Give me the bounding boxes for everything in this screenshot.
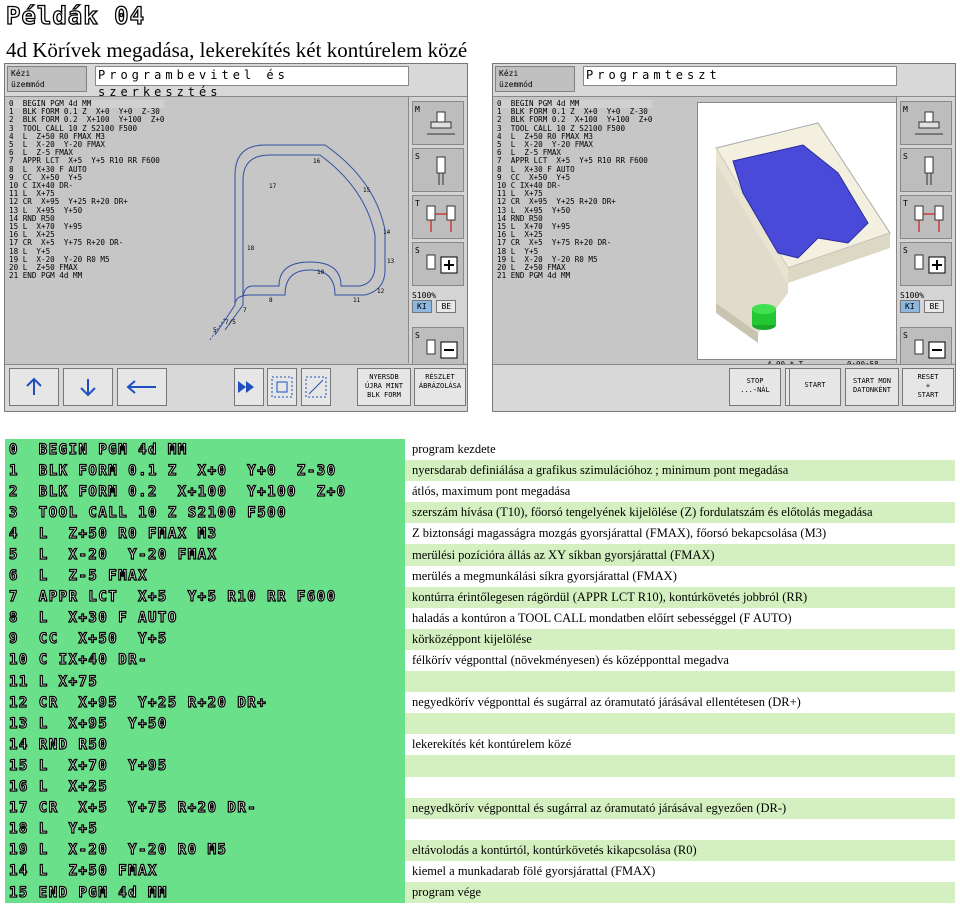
nc-code: 9 CC X+50 Y+5 xyxy=(5,629,405,650)
table-row xyxy=(5,777,955,798)
softkey-line: ÚJRA MINT xyxy=(365,382,403,390)
t-function-key[interactable] xyxy=(412,195,464,239)
softkey-line: START xyxy=(804,381,826,389)
program-line[interactable]: 20 L Z+50 FMAX xyxy=(9,263,78,273)
program-line[interactable]: 17 CR X+5 Y+75 R+20 DR- xyxy=(9,238,124,248)
program-line[interactable]: 17 CR X+5 Y+75 R+20 DR- xyxy=(497,238,612,248)
arrow-left-icon xyxy=(124,377,160,397)
key-label: T xyxy=(415,199,420,208)
be-button[interactable]: BE xyxy=(924,300,944,313)
code-description: szerszám hívása (T10), főorsó tengelyének kijelölése (Z) fordulatszám és előtolás megadása xyxy=(405,502,955,523)
program-line[interactable]: 15 L X+70 Y+95 xyxy=(497,222,571,232)
softkey-line: RÉSZLET xyxy=(425,373,455,381)
contour-label: 7/5 xyxy=(225,319,236,326)
nc-code: 14 RND R50 xyxy=(5,734,405,755)
nc-code: 16 L X+25 xyxy=(5,777,405,798)
contour-label: 15 xyxy=(363,187,371,194)
window-icon xyxy=(304,375,328,399)
table-row xyxy=(5,566,955,587)
softkey-nyersdb[interactable] xyxy=(357,368,411,406)
nc-code: 11 L X+75 xyxy=(5,671,405,692)
softkey-arrow-down[interactable] xyxy=(63,368,113,406)
key-label: S xyxy=(903,152,908,161)
softkey-line: STOP xyxy=(746,377,764,385)
softkey-line: DATONKÉNT xyxy=(853,386,891,394)
program-line[interactable]: 8 L X+30 F AUTO xyxy=(497,164,575,174)
page-title: Példák 04 xyxy=(6,2,146,30)
program-line[interactable]: 10 C IX+40 DR- xyxy=(497,181,562,191)
code-description xyxy=(405,713,955,734)
table-row xyxy=(5,713,955,734)
program-line[interactable]: 18 L Y+5 xyxy=(9,246,51,256)
program-line[interactable]: 2 BLK FORM 0.2 X+100 Y+100 Z+0 xyxy=(497,115,653,125)
softkey-start-single[interactable] xyxy=(845,368,899,406)
program-line[interactable]: 10 C IX+40 DR- xyxy=(9,181,74,191)
table-row xyxy=(5,861,955,882)
ki-button[interactable]: KI xyxy=(900,300,920,313)
program-line[interactable]: 9 CC X+50 Y+5 xyxy=(497,172,571,182)
program-line[interactable]: 5 L X-20 Y-20 FMAX xyxy=(497,140,594,150)
table-row xyxy=(5,692,955,713)
spindle-icon xyxy=(911,108,947,142)
code-description: félkörív végponttal (növekményesen) és középponttal megadva xyxy=(405,650,955,671)
softkey-line: START xyxy=(917,391,939,399)
program-line[interactable]: 0 BEGIN PGM 4d MM xyxy=(497,100,652,108)
softkey-line: BLK FORM xyxy=(367,391,401,399)
tool-change-icon xyxy=(911,202,947,236)
table-row xyxy=(5,755,955,776)
program-line[interactable]: 6 L Z-5 FMAX xyxy=(497,148,562,158)
table-row xyxy=(5,629,955,650)
minus-icon xyxy=(423,334,459,368)
fast-forward-icon xyxy=(236,377,262,397)
code-description xyxy=(405,819,955,840)
code-description xyxy=(405,671,955,692)
table-row xyxy=(5,819,955,840)
program-line[interactable]: 19 L X-20 Y-20 R0 M5 xyxy=(497,254,598,264)
contour-label: 8 xyxy=(269,297,273,304)
table-row xyxy=(5,650,955,671)
program-line[interactable]: 4 L Z+50 R0 FMAX M3 xyxy=(9,131,106,141)
contour-drawing xyxy=(195,100,407,365)
be-button[interactable]: BE xyxy=(436,300,456,313)
key-label: M xyxy=(903,105,908,114)
softkey-arrow-up[interactable] xyxy=(9,368,59,406)
program-line[interactable]: 4 L Z+50 R0 FMAX M3 xyxy=(497,131,594,141)
nc-code: 5 L X-20 Y-20 FMAX xyxy=(5,544,405,565)
spindle-override xyxy=(412,291,464,321)
s-function-key[interactable] xyxy=(412,148,464,192)
code-description: haladás a kontúron a TOOL CALL mondatben előírt sebességgel (F AUTO) xyxy=(405,608,955,629)
table-row xyxy=(5,671,955,692)
program-line[interactable]: 13 L X+95 Y+50 xyxy=(9,205,83,215)
s-function-key[interactable] xyxy=(900,148,952,192)
spindle-override xyxy=(900,291,952,321)
key-label: T xyxy=(903,199,908,208)
program-line[interactable]: 21 END PGM 4d MM xyxy=(497,271,571,281)
nc-code: 8 L X+30 F AUTO xyxy=(5,608,405,629)
right-vertical-menu xyxy=(896,97,955,363)
contour-label: 16 xyxy=(313,158,321,165)
spindle-override-label: S100% xyxy=(412,291,437,300)
ki-button[interactable]: KI xyxy=(412,300,432,313)
contour-label: 13 xyxy=(387,258,395,265)
contour-graphic xyxy=(195,100,407,365)
softkey-line: + xyxy=(925,382,931,390)
program-line[interactable]: 18 L Y+5 xyxy=(497,246,539,256)
mode-label-line2: üzemmód xyxy=(499,80,533,89)
program-line[interactable]: 6 L Z-5 FMAX xyxy=(9,148,74,158)
mode-label xyxy=(495,66,575,92)
program-line[interactable]: 12 CR X+95 Y+25 R+20 DR+ xyxy=(497,197,616,207)
program-line[interactable]: 20 L Z+50 FMAX xyxy=(497,263,566,273)
program-line[interactable]: 14 RND R50 xyxy=(497,213,543,223)
nc-code: 15 L X+70 Y+95 xyxy=(5,755,405,776)
code-description: átlós, maximum pont megadása xyxy=(405,481,955,502)
table-row xyxy=(5,840,955,861)
softkey-line: NYERSDB xyxy=(369,373,399,381)
code-description: lekerekítés két kontúrelem közé xyxy=(405,734,955,755)
program-line[interactable]: 2 BLK FORM 0.2 X+100 Y+100 Z+0 xyxy=(9,115,165,125)
s-plus-key[interactable] xyxy=(412,242,464,286)
nc-code: 17 CR X+5 Y+75 R+20 DR- xyxy=(5,798,405,819)
key-label: S xyxy=(903,246,908,255)
mode-label-line2: üzemmód xyxy=(11,80,45,89)
code-description: negyedkörív végponttal és sugárral az óramutató járásával egyezően (DR-) xyxy=(405,798,955,819)
table-row xyxy=(5,502,955,523)
program-line[interactable]: 12 CR X+95 Y+25 R+20 DR+ xyxy=(9,197,128,207)
table-row xyxy=(5,481,955,502)
program-line[interactable]: 21 END PGM 4d MM xyxy=(9,271,83,281)
softkey-zoom[interactable] xyxy=(267,368,297,406)
code-description xyxy=(405,755,955,776)
screen-title: Programbevitel és szerkesztés xyxy=(95,66,409,86)
nc-code: 19 L X-20 Y-20 R0 M5 xyxy=(5,840,405,861)
tool-icon xyxy=(911,155,947,189)
program-line[interactable]: 3 TOOL CALL 10 Z S2100 F500 xyxy=(497,123,626,133)
code-description: program kezdete xyxy=(405,439,955,460)
softkey-line: ...-NÁL xyxy=(740,386,770,394)
program-line[interactable]: 1 BLK FORM 0.1 Z X+0 Y+0 Z-30 xyxy=(9,107,160,117)
key-label: M xyxy=(415,105,420,114)
table-row xyxy=(5,523,955,544)
nc-code: 7 APPR LCT X+5 Y+5 R10 RR F600 xyxy=(5,587,405,608)
nc-code: 2 BLK FORM 0.2 X+100 Y+100 Z+0 xyxy=(5,481,405,502)
contour-label: 14 xyxy=(383,229,391,236)
nc-code: 18 L Y+5 xyxy=(5,819,405,840)
table-row xyxy=(5,460,955,481)
spindle-override-label: S100% xyxy=(900,291,925,300)
softkey-window[interactable] xyxy=(301,368,331,406)
code-description: eltávolodás a kontúrtól, kontúrkövetés kikapcsolása (R0) xyxy=(405,840,955,861)
key-label: S xyxy=(903,331,908,340)
spindle-icon xyxy=(423,108,459,142)
softkey-stop-at[interactable] xyxy=(729,368,781,406)
softkey-reszlet[interactable] xyxy=(414,368,466,406)
zoom-box-icon xyxy=(270,375,294,399)
nc-code: 4 L Z+50 R0 FMAX M3 xyxy=(5,523,405,544)
program-line[interactable]: 7 APPR LCT X+5 Y+5 R10 RR F600 xyxy=(9,156,160,166)
table-row xyxy=(5,798,955,819)
code-description: körközéppont kijelölése xyxy=(405,629,955,650)
plus-icon xyxy=(423,249,459,283)
simulation-graphic xyxy=(697,102,897,360)
code-description: merülés a megmunkálási síkra gyorsjárattal (FMAX) xyxy=(405,566,955,587)
softkey-bar xyxy=(5,364,467,411)
key-label: S xyxy=(415,152,420,161)
program-line[interactable]: 15 L X+70 Y+95 xyxy=(9,222,83,232)
softkey-start[interactable] xyxy=(789,368,841,406)
code-description: kiemel a munkadarab fölé gyorsjárattal (FMAX) xyxy=(405,861,955,882)
program-line[interactable]: 16 L X+25 xyxy=(9,230,55,240)
code-description: negyedkörív végponttal és sugárral az óramutató járásával ellentétesen (DR+) xyxy=(405,692,955,713)
program-line[interactable]: 13 L X+95 Y+50 xyxy=(497,205,571,215)
program-listing xyxy=(9,100,164,280)
table-row xyxy=(5,439,955,460)
code-description: Z biztonsági magasságra mozgás gyorsjárattal (FMAX), főorsó bekapcsolása (M3) xyxy=(405,523,955,544)
key-label: S xyxy=(415,246,420,255)
arrow-down-icon xyxy=(73,377,103,397)
program-line[interactable]: 9 CC X+50 Y+5 xyxy=(9,172,83,182)
contour-label: 7 xyxy=(243,307,247,314)
mode-label xyxy=(7,66,87,92)
softkey-reset-start[interactable] xyxy=(902,368,954,406)
left-cnc-screen xyxy=(4,63,468,412)
contour-label: 18 xyxy=(247,245,255,252)
nc-code: 3 TOOL CALL 10 Z S2100 F500 xyxy=(5,502,405,523)
program-line[interactable]: 8 L X+30 F AUTO xyxy=(9,164,87,174)
t-function-key[interactable] xyxy=(900,195,952,239)
program-line[interactable]: 5 L X-20 Y-20 FMAX xyxy=(9,140,106,150)
arrow-up-icon xyxy=(19,377,49,397)
m-function-key[interactable] xyxy=(412,101,464,145)
code-description xyxy=(405,777,955,798)
nc-code: 12 CR X+95 Y+25 R+20 DR+ xyxy=(5,692,405,713)
nc-code: 13 L X+95 Y+50 xyxy=(5,713,405,734)
right-vertical-menu xyxy=(408,97,467,363)
program-line[interactable]: 7 APPR LCT X+5 Y+5 R10 RR F600 xyxy=(497,156,648,166)
program-listing xyxy=(497,100,652,280)
softkey-line: ÁBRÁZOLÁSA xyxy=(418,382,462,390)
program-line[interactable]: 11 L X+75 xyxy=(497,189,543,199)
nc-code: 10 C IX+40 DR- xyxy=(5,650,405,671)
m-function-key[interactable] xyxy=(900,101,952,145)
nc-code: 6 L Z-5 FMAX xyxy=(5,566,405,587)
contour-label: 11 xyxy=(353,297,361,304)
right-cnc-screen xyxy=(492,63,956,412)
nc-code: 15 END PGM 4d MM xyxy=(5,882,405,903)
contour-label: 10 xyxy=(317,269,325,276)
program-line[interactable]: 0 BEGIN PGM 4d MM xyxy=(9,100,164,108)
left-screen-header xyxy=(5,64,467,97)
program-line[interactable]: 14 RND R50 xyxy=(9,213,55,223)
mode-label-line1: Kézi xyxy=(11,69,31,78)
code-description: program vége xyxy=(405,882,955,903)
code-description: merülési pozícióra állás az XY síkban gyorsjárattal (FMAX) xyxy=(405,544,955,565)
right-screen-header xyxy=(493,64,955,97)
softkey-bar xyxy=(493,364,955,411)
table-row xyxy=(5,608,955,629)
program-line[interactable]: 16 L X+25 xyxy=(497,230,543,240)
program-explanation-table xyxy=(5,439,955,903)
contour-label: 12 xyxy=(377,288,385,295)
softkey-line: RESET xyxy=(917,373,939,381)
code-description: kontúrra érintőlegesen rágördül (APPR LCT R10), kontúrkövetés jobbról (RR) xyxy=(405,587,955,608)
contour-label: 5 xyxy=(213,327,217,334)
program-line[interactable]: 1 BLK FORM 0.1 Z X+0 Y+0 Z-30 xyxy=(497,107,648,117)
softkey-arrow-left[interactable] xyxy=(117,368,167,406)
program-line[interactable]: 19 L X-20 Y-20 R0 M5 xyxy=(9,254,110,264)
program-line[interactable]: 3 TOOL CALL 10 Z S2100 F500 xyxy=(9,123,138,133)
page-subtitle: 4d Körívek megadása, lekerekítés két kontúrelem közé xyxy=(6,38,468,62)
code-description: nyersdarab definiálása a grafikus szimulációhoz ; minimum pont megadása xyxy=(405,460,955,481)
table-row xyxy=(5,587,955,608)
screen-title: Programteszt xyxy=(583,66,897,86)
tool-icon xyxy=(423,155,459,189)
softkey-forward[interactable] xyxy=(234,368,264,406)
nc-code: 14 L Z+50 FMAX xyxy=(5,861,405,882)
program-line[interactable]: 11 L X+75 xyxy=(9,189,55,199)
minus-icon xyxy=(911,334,947,368)
table-row xyxy=(5,734,955,755)
contour-label: 17 xyxy=(269,183,277,190)
plus-icon xyxy=(911,249,947,283)
softkey-line: START MON xyxy=(853,377,891,385)
mode-label-line1: Kézi xyxy=(499,69,519,78)
table-row xyxy=(5,544,955,565)
table-row xyxy=(5,882,955,903)
tool-change-icon xyxy=(423,202,459,236)
s-plus-key[interactable] xyxy=(900,242,952,286)
key-label: S xyxy=(415,331,420,340)
nc-code: 1 BLK FORM 0.1 Z X+0 Y+0 Z-30 xyxy=(5,460,405,481)
3d-workpiece xyxy=(698,103,896,359)
nc-code: 0 BEGIN PGM 4d MM xyxy=(5,439,405,460)
